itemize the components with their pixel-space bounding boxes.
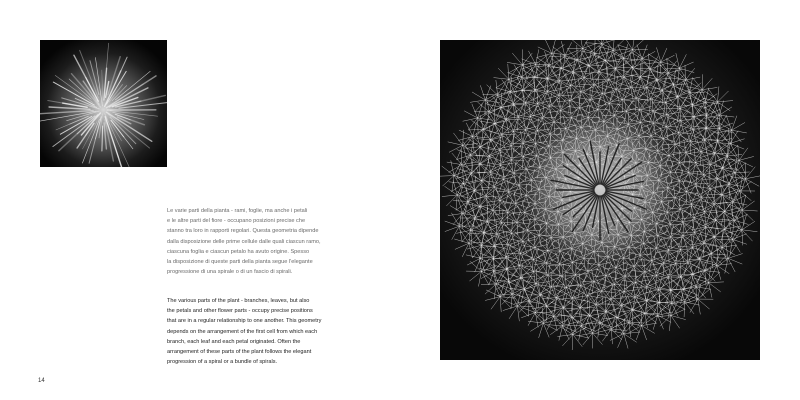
cactus-photo-graphic	[440, 40, 760, 360]
italian-paragraph	[167, 206, 367, 277]
thistle-photo-graphic	[40, 40, 167, 167]
english-paragraph	[167, 296, 367, 367]
thistle-macro-photo	[40, 40, 167, 167]
cactus-spines-photo	[440, 40, 760, 360]
english-text: The various parts of the plant - branches, leaves, but also the petals and other flower parts - occupy precise positions that are in a regular relationship to one another. This geometry depends on the arrangement of the first cell from which each branch, each leaf and each petal originated. Often the arrangement of these parts of the plant follows the elegant progression of a spiral or a bundle of spirals.	[167, 298, 322, 366]
page-number: 14	[38, 378, 45, 384]
italian-text: Le varie parti della pianta - rami, foglie, ma anche i petali e le altre parti del fiore - occupano posizioni precise che stanno tra loro in rapporti regolari. Questa geometria dipende dalla disposizione delle prime cellule dalle quali ciascun ramo, ciascuna foglia e ciascun petalo ha avuto origine. Spesso la disposizione di queste parti della pianta segue l'elegante progressione di una spirale o di un fascio di spirali.	[167, 208, 321, 276]
